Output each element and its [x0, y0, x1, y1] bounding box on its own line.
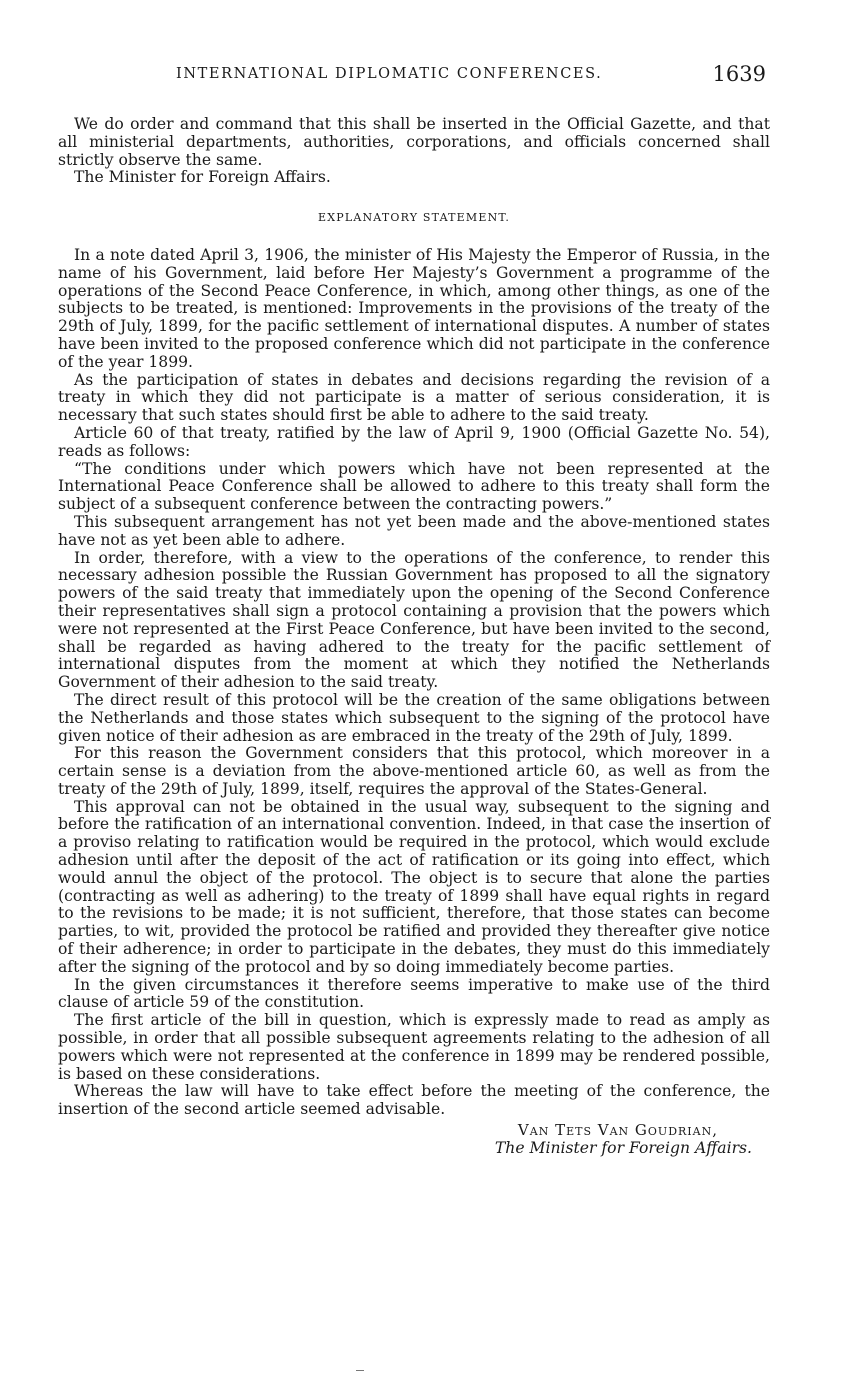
body-paragraph: Article 60 of that treaty, ratified by the law of April 9, 1900 (Official Gazette No. 54), reads as follows: [58, 423, 770, 460]
body-paragraph: In order, therefore, with a view to the operations of the conference, to render this necessary adhesion possible the Russian Government has proposed to all the signatory powers of the said treaty that immediately upon the opening of the Second Conference their representatives shall sign a protocol containing a provision that the powers which were not represented at the First Peace Conference, but have been invited to the second, shall be regarded as having adhered to the treaty for the pacific settlement of international disputes from the moment at which they notified the Netherlands Government of their adhesion to the said treaty. [58, 548, 770, 692]
body-paragraph: In a note dated April 3, 1906, the minister of His Majesty the Emperor of Russia, in the name of his Government, laid before Her Majesty’s Government a programme of the operations of the Second Peace Conference, in which, among other things, as one of the subjects to be treated, is mentioned: Improvements in the provisions of the treaty of the 29th of July, 1899, for the pacific settlement of international disputes. A number of states have been invited to the proposed conference which did not participate in the conference of the year 1899. [58, 245, 770, 371]
signatory-name: Van Tets Van Goudrian, [517, 1121, 718, 1140]
body-paragraph: Whereas the law will have to take effect before the meeting of the conference, the insertion of the second article seemed advisable. [58, 1082, 770, 1119]
body-paragraph: This approval can not be obtained in the usual way, subsequent to the signing and before the ratification of an international convention. Indeed, in that case the insertion of a proviso relating to ratification would be required in the protocol, which would exclude adhesion until after the deposit of the act of ratification or its going into effect, which would annul the object of the protocol. The object is to secure that alone the parties (contracting as well as adhering) to the treaty of 1899 shall have equal rights in regard to the revisions to be made; it is not sufficient, therefore, that those states can become parties, to wit, provided the protocol be ratified and provided they thereafter give notice of their adherence; in order to participate in the debates, they must do this immediately after the signing of the protocol and by so doing immediately become parties. [58, 797, 770, 976]
statement-body [58, 247, 770, 1119]
body-paragraph: The direct result of this protocol will be the creation of the same obligations between the Netherlands and those states which subsequent to the signing of the protocol have given notice of their adhesion as are embraced in the treaty of the 29th of July, 1899. [58, 690, 770, 745]
enactment-signatory: The Minister for Foreign Affairs. [74, 168, 331, 187]
signature-block [58, 1121, 770, 1158]
signatory-title: The Minister for Foreign Affairs. [494, 1139, 752, 1158]
page-number: 1639 [712, 62, 766, 86]
body-paragraph: The first article of the bill in question, which is expressly made to read as amply as possible, in order that all possible subsequent agreements relating to the adhesion of all powers which were not represented at the conference in 1899 may be rendered possible, is based on these considerations. [58, 1011, 770, 1083]
footer-mark [356, 1370, 364, 1371]
intro-block [58, 116, 770, 187]
section-title: EXPLANATORY STATEMENT. [317, 211, 511, 225]
body-paragraph: In the given circumstances it therefore seems imperative to make use of the third clause of article 59 of the constitution. [58, 975, 770, 1012]
body-paragraph: As the participation of states in debates and decisions regarding the revision of a treaty in which they did not participate is a matter of serious consideration, it is necessary that such states should first be able to adhere to the said treaty. [58, 370, 770, 425]
quoted-article-paragraph: “The conditions under which powers which have not been represented at the International Peace Conference shall be allowed to adhere to this treaty shall form the subject of a subsequent conference between the contracting powers.” [58, 459, 770, 514]
enactment-paragraph: We do order and command that this shall be inserted in the Official Gazette, and that all ministerial departments, authorities, corporations, and officials concerned shall strictly observe the same. [58, 115, 770, 169]
page-header [58, 62, 770, 96]
running-head: INTERNATIONAL DIPLOMATIC CONFERENCES. [176, 66, 603, 82]
body-paragraph: This subsequent arrangement has not yet been made and the above-mentioned states have not as yet been able to adhere. [58, 512, 770, 549]
document-page [58, 62, 770, 1158]
body-paragraph: For this reason the Government considers that this protocol, which moreover in a certain sense is a deviation from the above-mentioned article 60, as well as from the treaty of the 29th of July, 1899, itself, requires the approval of the States-General. [58, 744, 770, 798]
